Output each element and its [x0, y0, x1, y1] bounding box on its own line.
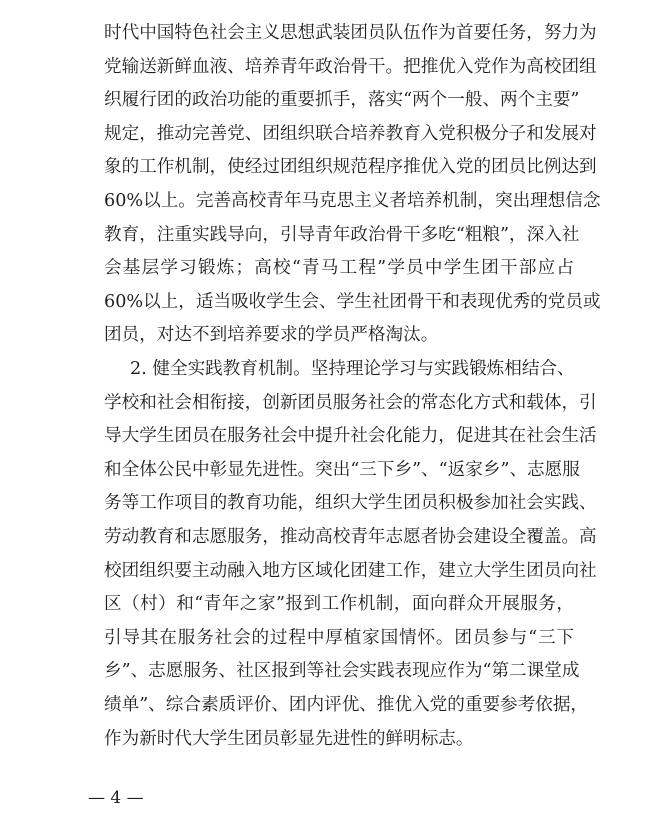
body-line-10: 团员，对达不到培养要求的学员严格淘汰。	[104, 325, 439, 346]
body-line-22: 作为新时代大学生团员彰显先进性的鲜明标志。	[104, 728, 474, 749]
body-line-2: 党输送新鲜血液、培养青年政治骨干。把推优入党作为高校团组	[104, 56, 597, 77]
body-line-8: 会基层学习锻炼；高校“青马工程”学员中学生团干部应占	[104, 258, 574, 279]
body-line-17: 校团组织要主动融入地方区域化团建工作，建立大学生团员向社	[104, 560, 597, 581]
body-line-1: 时代中国特色社会主义思想武装团员队伍作为首要任务，努力为	[104, 23, 597, 43]
body-line-16: 劳动教育和志愿服务，推动高校青年志愿者协会建设全覆盖。高	[104, 527, 597, 547]
body-line-20: 乡”、志愿服务、社区报到等社会实践表现应作为“第二课堂成	[104, 661, 580, 682]
body-line-3: 织履行团的政治功能的重要抓手，落实“两个一般、两个主要”	[104, 90, 580, 111]
body-line-5: 象的工作机制，使经过团组织规范程序推优入党的团员比例达到	[104, 157, 597, 178]
page-number: — 4 —	[88, 788, 144, 808]
body-line-19: 引导其在服务社会的过程中厚植家国情怀。团员参与“三下	[104, 627, 574, 648]
body-line-4: 规定，推动完善党、团组织联合培养教育入党积极分子和发展对	[104, 123, 597, 144]
body-line-12: 学校和社会相衔接，创新团员服务社会的常态化方式和载体，引	[104, 392, 597, 413]
body-line-14: 和全体公民中彰显先进性。突出“三下乡”、“返家乡”、志愿服	[104, 459, 580, 480]
body-line-15: 务等工作项目的教育功能，组织大学生团员积极参加社会实践、	[104, 493, 597, 514]
body-line-9: 60%以上，适当吸收学生会、学生社团骨干和表现优秀的党员或	[104, 291, 601, 312]
body-line-13: 导大学生团员在服务社会中提升社会化能力，促进其在社会生活	[104, 426, 597, 447]
body-line-21: 绩单”、综合素质评价、团内评优、推优入党的重要参考依据，	[104, 695, 589, 715]
body-line-7: 教育，注重实践导向，引导青年政治骨干多吃“粗粮”，深入社	[104, 224, 580, 245]
body-line-18: 区（村）和“青年之家”报到工作机制，面向群众开展服务，	[104, 594, 574, 615]
body-line-6: 60%以上。完善高校青年马克思主义者培养机制，突出理想信念	[104, 191, 601, 211]
section-heading-line: 2. 健全实践教育机制。坚持理论学习与实践锻炼相结合、	[130, 359, 575, 379]
